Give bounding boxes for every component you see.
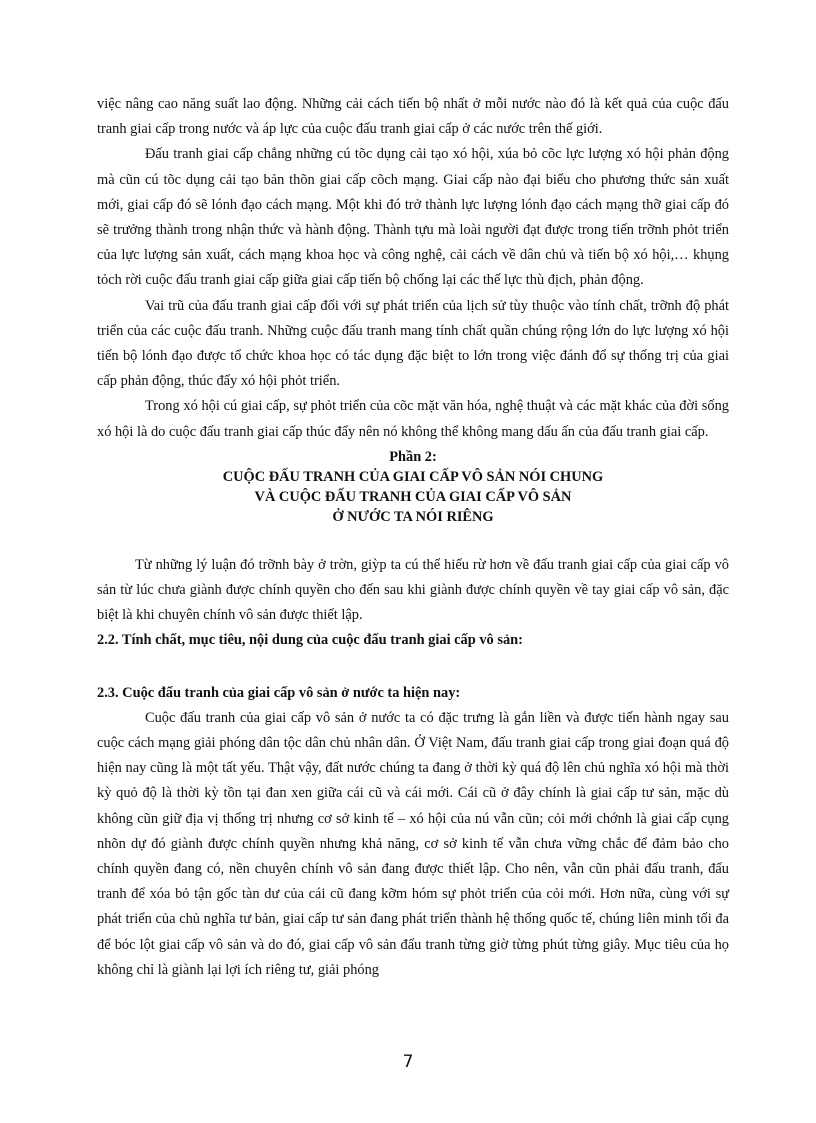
document-page (97, 92, 729, 983)
paragraph-continuation: việc nâng cao năng suất lao động. Những cải cách tiến bộ nhất ở mỗi nước nào đó là kết quả của cuộc đấu tranh giai cấp trong nước và áp lực của cuộc đấu tranh giai cấp ở các nước trên thế giới. (97, 96, 729, 138)
section-heading-2-2: 2.2. Tính chất, mục tiêu, nội dung của cuộc đấu tranh giai cấp vô sản: (97, 632, 523, 649)
paragraph-intro: Từ những lý luận đó trỡnh bày ở trờn, giỳp ta cú thể hiểu rừ hơn về đấu tranh giai cấp của giai cấp vô sản từ lúc chưa giành được chính quyền cho đến sau khi giành được chính quyền về tay giai cấp vô sản, đặc biệt là khi chuyên chính vô sản được thiết lập. (97, 556, 729, 624)
part-heading-line-3: VÀ CUỘC ĐẤU TRANH CỦA GIAI CẤP VÔ SẢN (254, 488, 572, 505)
paragraph-culture-art: Trong xó hội cú giai cấp, sự phỏt triển của cõc mặt văn hóa, nghệ thuật và các mặt khác của đời sống xó hội là do cuộc đấu tranh giai cấp thúc đẩy nên nó không thể không mang dấu ấn của đấu tranh giai cấp. (97, 398, 729, 440)
part-heading (97, 447, 729, 527)
paragraph-section-2-3: Cuộc đấu tranh của giai cấp vô sản ở nước ta có đặc trưng là gắn liền và được tiến hành ngay sau cuộc cách mạng giải phóng dân tộc dân chủ nhân dân. Ở Việt Nam, đấu tranh giai cấp trong giai đoạn quá độ hiện nay cũng là một tất yếu. Thật vậy, đất nước chúng ta đang ở thời kỳ quá độ lên chủ nghĩa xó hội mà thời kỳ quỏ độ là thời kỳ tồn tại đan xen giữa cái cũ và cái mới. Cái cũ ở đây chính là giai cấp tư sản, mặc dù không cũn giữ địa vị thống trị nhưng cơ sở kinh tế – xó hội của nú vẫn cũn; cỏi mới chớnh là giai cấp cụng nhõn dự đó giành được chính quyền nhưng khả năng, cơ sở kinh tế vẫn chưa vững chắc để đảm bảo cho chính quyền đang có, nền chuyên chính vô sản đang được thiết lập. Cho nên, vẫn cũn phải đấu tranh, đấu tranh để xóa bỏ tận gốc tàn dư của cái cũ đang kỡm hóm sự phỏt triển của cỏi mới. Hơn nữa, cùng với sự phát triển của chủ nghĩa tư bản, giai cấp tư sản đang phát triển thành hệ thống quốc tế, chúng liên minh tối đa để bóc lột giai cấp vô sản và do đó, giai cấp vô sản đấu tranh từng giờ từng phút từng giây. Mục tiêu của họ không chỉ là giành lại lợi ích riêng tư, giải phóng (97, 709, 729, 978)
part-heading-line-4: Ở NƯỚC TA NÓI RIÊNG (332, 508, 494, 525)
blank-line (97, 654, 729, 681)
paragraph-role-of-class-struggle: Vai trũ của đấu tranh giai cấp đối với sự phát triển của lịch sử tùy thuộc vào tính chất, trỡnh độ phát triển của các cuộc đấu tranh. Những cuộc đấu tranh mang tính chất quần chúng rộng lớn do lực lượng xó hội tiến bộ lónh đạo được tổ chức khoa học có tác dụng đặc biệt to lớn trong việc đánh đổ sự thống trị của giai cấp phản động, thúc đẩy xó hội phỏt triển. (97, 297, 729, 390)
part-heading-line-2: CUỘC ĐẤU TRANH CỦA GIAI CẤP VÔ SẢN NÓI CHUNG (222, 468, 604, 485)
section-heading-2-3: 2.3. Cuộc đấu tranh của giai cấp vô sản ở nước ta hiện nay: (97, 684, 461, 701)
paragraph-class-struggle-transforms: Đấu tranh giai cấp chẳng những cú tõc dụng cải tạo xó hội, xúa bỏ cõc lực lượng xó hội phản động mà cũn cú tõc dụng cải tạo bản thõn giai cấp cõch mạng. Giai cấp nào đại biểu cho phương thức sản xuất mới, giai cấp đó sẽ lónh đạo cách mạng. Một khi đó trở thành lực lượng lónh đạo cách mạng thỡ giai cấp đó sẽ trưởng thành trong nhận thức và hành động. Thành tựu mà loài người đạt được trong tiến trỡnh phỏt triển của lực lượng sản xuất, cách mạng khoa học và công nghệ, cải cách về dân chủ và tiến bộ xó hội,… khụng tỏch rời cuộc đấu tranh giai cấp giữa giai cấp tiến bộ chống lại các thế lực thù địch, phản động. (97, 146, 729, 289)
part-heading-line-1: Phần 2: (389, 448, 437, 465)
page-number: 7 (402, 1052, 414, 1072)
